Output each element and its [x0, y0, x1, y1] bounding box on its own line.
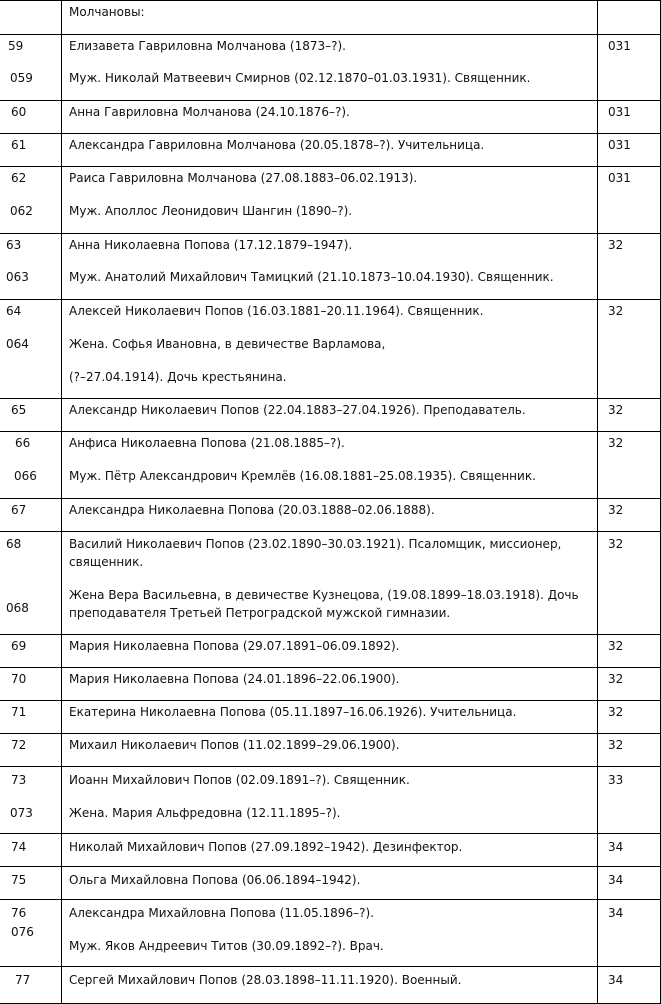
person-line: Ольга Михайловна Попова (06.06.1894–1942).	[69, 873, 361, 887]
person-id: 70	[11, 672, 27, 686]
ref-number: 031	[608, 138, 631, 152]
person-line: Алексей Николаевич Попов (16.03.1881–20.11.1964). Священник.	[69, 304, 484, 318]
person-cell	[61, 431, 597, 498]
ref-number: 32	[608, 403, 624, 417]
spouse-id: 068	[6, 601, 29, 615]
id-cell	[0, 0, 61, 34]
ref-number: 031	[608, 39, 631, 53]
ref-cell	[597, 766, 661, 833]
ref-number: 32	[608, 672, 624, 686]
table-row	[0, 866, 661, 899]
person-id: 71	[11, 705, 27, 719]
ref-cell	[597, 733, 661, 766]
ref-number: 32	[608, 304, 624, 318]
table-row	[0, 634, 661, 667]
person-id: 67	[11, 503, 27, 517]
id-cell	[0, 100, 61, 133]
person-id: 59	[8, 39, 24, 53]
spouse-id: 066	[14, 469, 37, 483]
id-cell	[0, 133, 61, 166]
ref-cell	[597, 667, 661, 700]
spouse-id: 064	[6, 337, 29, 351]
person-cell	[61, 733, 597, 766]
person-id: 69	[11, 639, 27, 653]
person-line: Мария Николаевна Попова (29.07.1891–06.09.1892).	[69, 639, 400, 653]
person-cell	[61, 899, 597, 966]
table-row	[0, 100, 661, 133]
person-line: Николай Михайлович Попов (27.09.1892–1942). Дезинфектор.	[69, 840, 463, 854]
id-cell	[0, 398, 61, 431]
spouse-id: 063	[6, 270, 29, 284]
person-line: Анна Гавриловна Молчанова (24.10.1876–?).	[69, 105, 350, 119]
spouse-line: Муж. Яков Андреевич Титов (30.09.1892–?). Врач.	[69, 939, 384, 953]
person-line: Александр Николаевич Попов (22.04.1883–27.04.1926). Преподаватель.	[69, 403, 526, 417]
id-cell	[0, 233, 61, 299]
table-row	[0, 431, 661, 498]
id-cell	[0, 431, 61, 498]
table-row	[0, 233, 661, 299]
spouse-line: Муж. Пётр Александрович Кремлёв (16.08.1881–25.08.1935). Священник.	[69, 469, 536, 483]
id-cell	[0, 766, 61, 833]
ref-number: 34	[608, 906, 624, 920]
id-cell	[0, 866, 61, 899]
table-row	[0, 498, 661, 531]
person-cell	[61, 700, 597, 733]
person-cell	[61, 866, 597, 899]
person-cell	[61, 100, 597, 133]
person-line: Сергей Михайлович Попов (28.03.1898–11.11.1920). Военный.	[69, 973, 462, 987]
ref-number: 34	[608, 873, 624, 887]
id-cell	[0, 667, 61, 700]
table-row	[0, 667, 661, 700]
ref-cell	[597, 233, 661, 299]
person-line: Мария Николаевна Попова (24.01.1896–22.06.1900).	[69, 672, 400, 686]
table-row	[0, 899, 661, 966]
person-cell	[61, 833, 597, 866]
ref-cell	[597, 398, 661, 431]
table-row	[0, 966, 661, 1004]
table-row	[0, 299, 661, 398]
person-cell	[61, 233, 597, 299]
person-id: 74	[11, 840, 27, 854]
person-cell	[61, 166, 597, 233]
person-id: 63	[6, 238, 22, 252]
ref-cell	[597, 866, 661, 899]
ref-number: 33	[608, 773, 624, 787]
id-cell	[0, 700, 61, 733]
ref-cell	[597, 899, 661, 966]
person-cell	[61, 299, 597, 398]
table-row	[0, 700, 661, 733]
ref-cell	[597, 100, 661, 133]
table-row	[0, 34, 661, 100]
table-row	[0, 166, 661, 233]
person-id: 76	[11, 906, 27, 920]
spouse-line: Муж. Анатолий Михайлович Тамицкий (21.10.1873–10.04.1930). Священник.	[69, 270, 554, 284]
ref-number: 32	[608, 503, 624, 517]
ref-cell	[597, 966, 661, 1004]
person-cell	[61, 634, 597, 667]
person-id: 65	[11, 403, 27, 417]
spouse-id: 062	[10, 204, 33, 218]
ref-number: 34	[608, 973, 624, 987]
table-row	[0, 766, 661, 833]
person-line: Екатерина Николаевна Попова (05.11.1897–16.06.1926). Учительница.	[69, 705, 517, 719]
ref-cell	[597, 133, 661, 166]
table-row	[0, 0, 661, 34]
spouse-line: (?–27.04.1914). Дочь крестьянина.	[69, 370, 287, 384]
id-cell	[0, 899, 61, 966]
person-cell	[61, 498, 597, 531]
id-cell	[0, 498, 61, 531]
table-row	[0, 833, 661, 866]
person-cell	[61, 766, 597, 833]
id-cell	[0, 966, 61, 1004]
ref-cell	[597, 34, 661, 100]
id-cell	[0, 634, 61, 667]
spouse-line: Жена Вера Васильевна, в девичестве Кузнецова, (19.08.1899–18.03.1918). Дочь	[69, 588, 579, 602]
person-id: 75	[11, 873, 27, 887]
person-line: Александра Михайловна Попова (11.05.1896–?).	[69, 906, 374, 920]
spouse-id: 073	[10, 806, 33, 820]
person-line: Александра Гавриловна Молчанова (20.05.1878–?). Учительница.	[69, 138, 485, 152]
spouse-line: преподавателя Третьей Петроградской мужской гимназии.	[69, 606, 451, 620]
spouse-id: 076	[11, 925, 34, 939]
spouse-id: 059	[10, 71, 33, 85]
person-line: Михаил Николаевич Попов (11.02.1899–29.06.1900).	[69, 738, 400, 752]
person-cell	[61, 667, 597, 700]
ref-cell	[597, 166, 661, 233]
person-id: 73	[11, 773, 27, 787]
table-row	[0, 531, 661, 634]
ref-number: 34	[608, 840, 624, 854]
person-id: 72	[11, 738, 27, 752]
ref-cell	[597, 431, 661, 498]
person-line: Анна Николаевна Попова (17.12.1879–1947).	[69, 238, 353, 252]
ref-number: 32	[608, 738, 624, 752]
ref-cell	[597, 299, 661, 398]
person-cell	[61, 531, 597, 634]
id-cell	[0, 833, 61, 866]
person-line: Раиса Гавриловна Молчанова (27.08.1883–06.02.1913).	[69, 171, 418, 185]
ref-cell	[597, 498, 661, 531]
person-id: 61	[11, 138, 27, 152]
id-cell	[0, 166, 61, 233]
spouse-line: Муж. Аполлос Леонидович Шангин (1890–?).	[69, 204, 353, 218]
person-cell	[61, 966, 597, 1004]
id-cell	[0, 299, 61, 398]
person-line: Елизавета Гавриловна Молчанова (1873–?).	[69, 39, 346, 53]
family-heading: Молчановы:	[69, 5, 145, 19]
person-id: 62	[11, 171, 27, 185]
person-line: Анфиса Николаевна Попова (21.08.1885–?).	[69, 436, 345, 450]
ref-cell	[597, 700, 661, 733]
ref-number: 031	[608, 105, 631, 119]
person-line: Александра Николаевна Попова (20.03.1888–02.06.1888).	[69, 503, 435, 517]
person-id: 66	[15, 436, 31, 450]
table-row	[0, 733, 661, 766]
ref-number: 32	[608, 639, 624, 653]
person-line: Иоанн Михайлович Попов (02.09.1891–?). Священник.	[69, 773, 410, 787]
table-row	[0, 133, 661, 166]
ref-cell	[597, 0, 661, 34]
person-id: 60	[11, 105, 27, 119]
person-line: Василий Николаевич Попов (23.02.1890–30.03.1921). Псаломщик, миссионер,	[69, 537, 562, 551]
id-cell	[0, 733, 61, 766]
ref-cell	[597, 833, 661, 866]
ref-number: 32	[608, 537, 624, 551]
ref-number: 32	[608, 705, 624, 719]
ref-cell	[597, 531, 661, 634]
ref-number: 32	[608, 436, 624, 450]
id-cell	[0, 34, 61, 100]
ref-number: 32	[608, 238, 624, 252]
person-line: священник.	[69, 555, 144, 569]
person-cell	[61, 34, 597, 100]
spouse-line: Жена. Мария Альфредовна (12.11.1895–?).	[69, 806, 341, 820]
ref-cell	[597, 634, 661, 667]
table-row	[0, 398, 661, 431]
person-id: 64	[6, 304, 22, 318]
person-cell	[61, 0, 597, 34]
id-cell	[0, 531, 61, 634]
person-id: 68	[6, 537, 22, 551]
person-cell	[61, 133, 597, 166]
person-id: 77	[15, 973, 31, 987]
ref-number: 031	[608, 171, 631, 185]
spouse-line: Жена. Софья Ивановна, в девичестве Варламова,	[69, 337, 386, 351]
spouse-line: Муж. Николай Матвеевич Смирнов (02.12.1870–01.03.1931). Священник.	[69, 71, 531, 85]
person-cell	[61, 398, 597, 431]
